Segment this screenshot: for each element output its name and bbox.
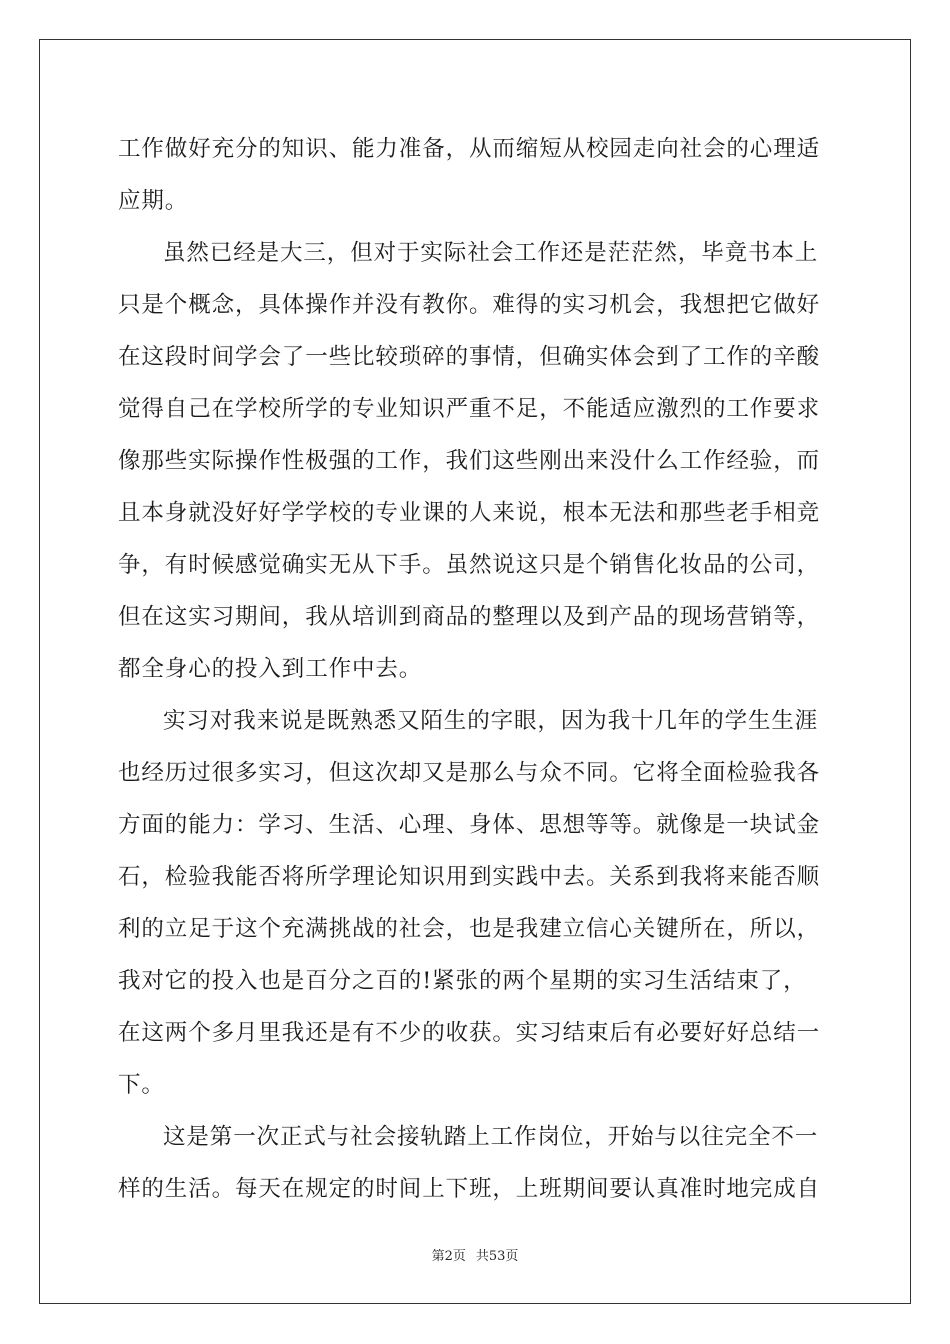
text-line: 都全身心的投入到工作中去。 [118, 656, 423, 682]
text-line: 在这段时间学会了一些比较琐碎的事情，但确实体会到了工作的辛酸 [118, 344, 821, 370]
text-line: 我对它的投入也是百分之百的!紧张的两个星期的实习生活结束了， [118, 968, 807, 994]
paragraph-start-line: 实习对我来说是既熟悉又陌生的字眼，因为我十几年的学生生涯 [163, 708, 819, 734]
page-total: 共53页 [475, 1249, 519, 1264]
page-footer [0, 1248, 950, 1266]
text-line: 觉得自己在学校所学的专业知识严重不足，不能适应激烈的工作要求 [118, 396, 821, 422]
text-line: 像那些实际操作性极强的工作，我们这些刚出来没什么工作经验，而 [118, 448, 821, 474]
text-line: 只是个概念，具体操作并没有教你。难得的实习机会，我想把它做好 [118, 292, 821, 318]
text-line: 但在这实习期间，我从培训到商品的整理以及到产品的现场营销等， [118, 604, 821, 630]
text-line: 样的生活。每天在规定的时间上下班，上班期间要认真准时地完成自 [118, 1176, 821, 1202]
text-line: 工作做好充分的知识、能力准备，从而缩短从校园走向社会的心理适 [118, 136, 821, 162]
text-line: 方面的能力：学习、生活、心理、身体、思想等等。就像是一块试金 [118, 812, 821, 838]
text-line: 争，有时候感觉确实无从下手。虽然说这只是个销售化妆品的公司， [118, 552, 821, 578]
text-line: 下。 [118, 1072, 165, 1098]
text-line: 石，检验我能否将所学理论知识用到实践中去。关系到我将来能否顺 [118, 864, 821, 890]
text-line: 在这两个多月里我还是有不少的收获。实习结束后有必要好好总结一 [118, 1020, 821, 1046]
page-number: 第2页 [431, 1249, 466, 1264]
text-line: 且本身就没好好学学校的专业课的人来说，根本无法和那些老手相竞 [118, 500, 821, 526]
paragraph-start-line: 虽然已经是大三，但对于实际社会工作还是茫茫然，毕竟书本上 [163, 240, 819, 266]
text-line: 应期。 [118, 188, 189, 214]
text-line: 利的立足于这个充满挑战的社会，也是我建立信心关键所在，所以， [118, 916, 821, 942]
paragraph-start-line: 这是第一次正式与社会接轨踏上工作岗位，开始与以往完全不一 [163, 1124, 819, 1150]
text-line: 也经历过很多实习，但这次却又是那么与众不同。它将全面检验我各 [118, 760, 821, 786]
